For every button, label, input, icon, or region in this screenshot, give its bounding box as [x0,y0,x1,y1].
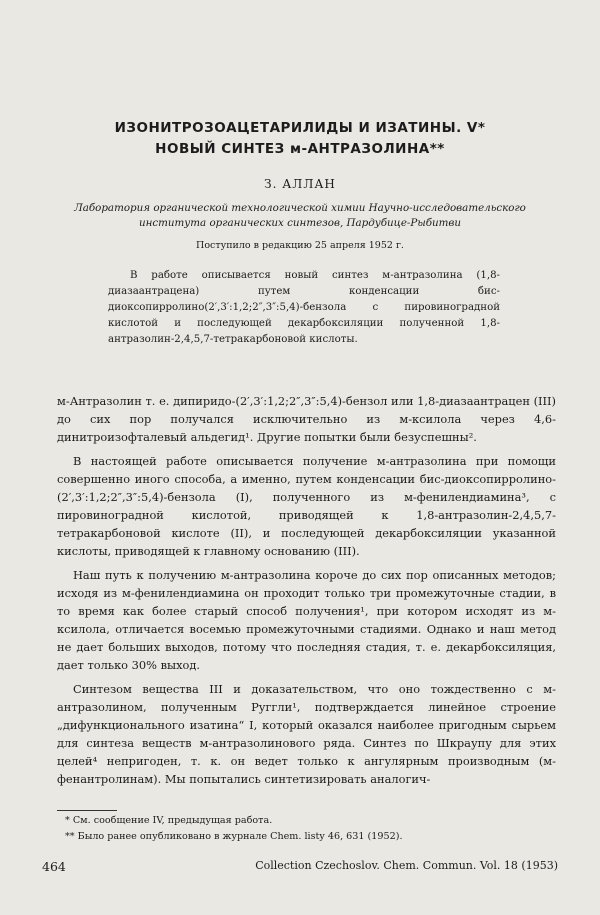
abstract: В работе описывается новый синтез м-антразолина (1,8-диазаантрацена) путем конденсации бис-диоксопирролино(2′,3′:1,2;2″,3″:5,4)-бензола с пировиноградной кислотой и последующей декарбоксиляции полученной 1,8-антразолин-2,4,5,7-тетракарбоновой кислоты. [108,270,500,345]
received-date: Поступило в редакцию 25 апреля 1952 г. [196,240,404,251]
article-body [57,392,556,794]
paragraph-1: м-Антразолин т. е. дипиридо-(2′,3′:1,2;2″,3″:5,4)-бензол или 1,8-диазаантрацен (III) до сих пор получался исключительно из м-ксилола через 4,6-динитроизофталевый альдегид¹. Другие попытки были безуспешны². [57,394,556,444]
author: З. АЛЛАН [264,177,336,191]
footnote-1: * См. сообщение IV, предыдущая работа. [65,815,273,826]
paragraph-2: В настоящей работе описывается получение м-антразолина при помощи совершенно иного способа, а именно, путем конденсации бис-диоксопирролино-(2′,3′:1,2;2″,3″:5,4)-бензола (I), полученного из м-фенилендиамина³, с пировиноградной кислотой, приводящей к 1,8-антразолин-2,4,5,7-тетракарбоновой кислоте (II), и последующей декарбоксиляции указанной кислоты, приводящей к главному основанию (III). [57,454,556,558]
footnote-2: ** Было ранее опубликовано в журнале Chem. listy 46, 631 (1952). [65,831,403,842]
affiliation: Лаборатория органической технологической химии Научно-исследовательского института органических синтезов, Пардубице-Рыбитви [74,202,526,229]
footnotes [57,813,557,845]
article-title [0,118,600,160]
page-number: 464 [42,859,66,874]
paragraph-4: Синтезом вещества III и доказательством, что оно тождественно с м-антразолином, полученным Руггли¹, подтверждается линейное строение „дифункционального изатина“ I, который оказался наиболее пригодным сырьем для синтеза веществ м-антразолинового ряда. Синтез по Шкраупу для этих целей⁴ непригоден, т. к. он ведет только к ангулярным производным (м-фенантролинам). Мы попытались синтетизировать аналогич- [57,682,556,786]
page-footer [42,859,558,874]
title-line-1: ИЗОНИТРОЗОАЦЕТАРИЛИДЫ И ИЗАТИНЫ. V* [114,120,486,136]
paragraph-3: Наш путь к получению м-антразолина короче до сих пор описанных методов; исходя из м-фенилендиамина он проходит только три промежуточные стадии, в то время как более старый способ получения¹, при котором исходят из м-ксилола, отличается восемью промежуточными стадиями. Однако и наш метод не дает больших выходов, потому что последняя стадия, т. е. декарбоксиляция, дает только 30% выход. [57,568,556,672]
title-line-2: НОВЫЙ СИНТЕЗ м-АНТРАЗОЛИНА** [155,141,445,157]
footnote-divider [57,810,117,811]
journal-citation: Collection Czechoslov. Chem. Commun. Vol. 18 (1953) [255,859,558,872]
